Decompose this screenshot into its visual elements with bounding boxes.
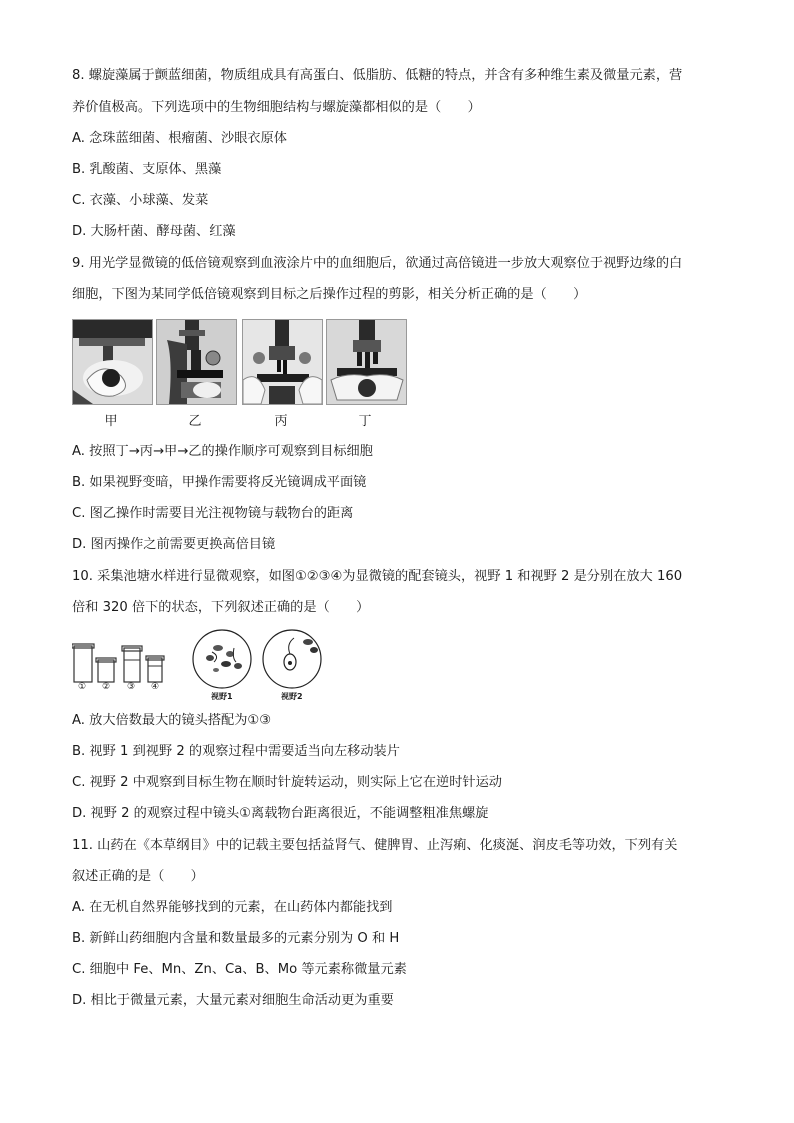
q9-stem-line2: 细胞，下图为某同学低倍镜观察到目标之后操作过程的剪影，相关分析正确的是（ ） bbox=[72, 287, 587, 302]
q9-option-a[interactable]: A. 按照丁→丙→甲→乙的操作顺序可观察到目标细胞 bbox=[72, 444, 373, 459]
caption-ding: 丁 bbox=[358, 414, 372, 429]
q8-stem-line1: 8. 螺旋藻属于颤蓝细菌，物质组成具有高蛋白、低脂肪、低糖的特点，并含有多种维生素及微量元素，营 bbox=[72, 68, 683, 83]
q8-stem-line2: 养价值极高。下列选项中的生物细胞结构与螺旋藻都相似的是（ ） bbox=[72, 100, 481, 115]
microscope-operation-photos bbox=[72, 319, 404, 405]
q8-option-d[interactable]: D. 大肠杆菌、酵母菌、红藻 bbox=[72, 224, 236, 239]
q11-option-c[interactable]: C. 细胞中 Fe、Mn、Zn、Ca、B、Mo 等元素称微量元素 bbox=[72, 962, 407, 977]
q11-option-a[interactable]: A. 在无机自然界能够找到的元素，在山药体内都能找到 bbox=[72, 900, 393, 915]
caption-bing: 丙 bbox=[274, 414, 288, 429]
q10-option-d[interactable]: D. 视野 2 的观察过程中镜头①离载物台距离很近，不能调整粗准焦螺旋 bbox=[72, 806, 489, 821]
q11-stem-line2: 叙述正确的是（ ） bbox=[72, 869, 204, 884]
caption-yi: 乙 bbox=[188, 414, 202, 429]
field-label-1: 视野1 bbox=[211, 692, 233, 701]
q9-option-b[interactable]: B. 如果视野变暗，甲操作需要将反光镜调成平面镜 bbox=[72, 475, 367, 490]
lens-set-figure bbox=[72, 640, 168, 684]
q10-option-b[interactable]: B. 视野 1 到视野 2 的观察过程中需要适当向左移动装片 bbox=[72, 744, 400, 759]
lens-label-1: ① bbox=[78, 682, 87, 692]
q10-stem-line1: 10. 采集池塘水样进行显微观察，如图①②③④为显微镜的配套镜头，视野 1 和视野 2 是分别在放大 160 bbox=[72, 569, 683, 584]
q8-option-a[interactable]: A. 念珠蓝细菌、根瘤菌、沙眼衣原体 bbox=[72, 131, 287, 146]
q10-stem-line2: 倍和 320 倍下的状态，下列叙述正确的是（ ） bbox=[72, 600, 370, 615]
field-label-2: 视野2 bbox=[281, 692, 303, 701]
q11-option-d[interactable]: D. 相比于微量元素，大量元素对细胞生命活动更为重要 bbox=[72, 993, 394, 1008]
q10-option-a[interactable]: A. 放大倍数最大的镜头搭配为①③ bbox=[72, 713, 272, 728]
q9-option-c[interactable]: C. 图乙操作时需要目光注视物镜与载物台的距离 bbox=[72, 506, 354, 521]
photo-jia bbox=[72, 319, 153, 405]
lens-label-3: ③ bbox=[127, 682, 136, 692]
q10-option-c[interactable]: C. 视野 2 中观察到目标生物在顺时针旋转运动，则实际上它在逆时针运动 bbox=[72, 775, 502, 790]
photo-bing bbox=[242, 319, 323, 405]
caption-jia: 甲 bbox=[104, 414, 118, 429]
photo-ding bbox=[326, 319, 407, 405]
q9-stem-line1: 9. 用光学显微镜的低倍镜观察到血液涂片中的血细胞后，欲通过高倍镜进一步放大观察位于视野边缘的白 bbox=[72, 256, 683, 271]
q11-option-b[interactable]: B. 新鲜山药细胞内含量和数量最多的元素分别为 O 和 H bbox=[72, 931, 400, 946]
q11-stem-line1: 11. 山药在《本草纲目》中的记载主要包括益肾气、健脾胃、止泻痢、化痰涎、润皮毛等功效，下列有关 bbox=[72, 838, 678, 853]
lens-label-2: ② bbox=[102, 682, 111, 692]
fields-of-view-figure bbox=[190, 628, 340, 690]
lens-label-4: ④ bbox=[151, 682, 160, 692]
photo-yi bbox=[156, 319, 237, 405]
q8-option-b[interactable]: B. 乳酸菌、支原体、黑藻 bbox=[72, 162, 222, 177]
q9-option-d[interactable]: D. 图丙操作之前需要更换高倍目镜 bbox=[72, 537, 276, 552]
q8-option-c[interactable]: C. 衣藻、小球藻、发菜 bbox=[72, 193, 209, 208]
